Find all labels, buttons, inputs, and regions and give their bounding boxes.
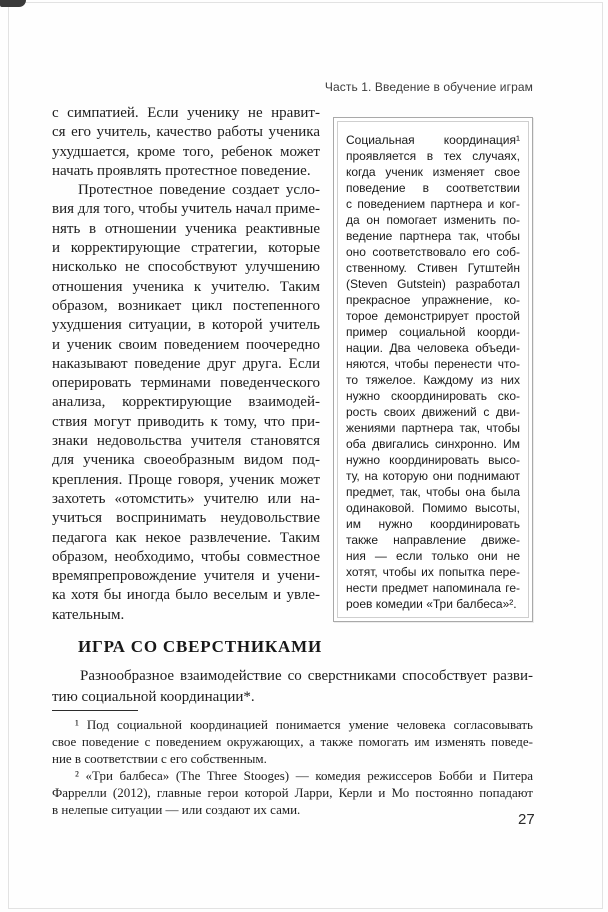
text-line: ся его учитель, качество работы ученика — [52, 124, 320, 141]
footnote — [52, 716, 533, 767]
text-line: Разнообразное взаимодействие со сверстниками способствует разви- — [80, 668, 533, 684]
text-line: для ученика своеобразным видом под- — [52, 452, 320, 469]
text-line: также направление движе- — [346, 533, 520, 547]
text-line: то тяжелое. Каждому из них — [346, 373, 520, 387]
text-line: в нелепые ситуации — или создают их сами. — [52, 802, 301, 817]
text-line: Социальная координация¹ — [346, 133, 520, 147]
text-line: оперировать терминами поведенческого — [52, 375, 320, 392]
text-line: рость своих движений с дви- — [346, 405, 520, 419]
text-line: образом, возникает цикл постепенного — [52, 297, 320, 314]
text-line: ² «Три балбеса» (The Three Stooges) — комедия режиссеров Бобби и Питера — [75, 768, 533, 783]
footnotes-block — [52, 716, 533, 818]
text-line: ния — если только они не — [346, 549, 520, 563]
text-line: учиться воспринимать неудовольствие — [52, 510, 320, 527]
text-line: роев комедии «Три балбеса»². — [346, 597, 517, 611]
scan-artifact-mark — [0, 0, 26, 7]
text-line: ухудшается, кроме того, ребенок может — [52, 143, 320, 160]
text-line: им нужно координировать — [346, 517, 520, 531]
text-line: нужно скоординировать ско- — [346, 389, 520, 403]
text-line: ведение партнера так, чтобы — [346, 229, 520, 243]
running-header: Часть 1. Введение в обучение играм — [324, 80, 533, 94]
text-line: нужно координировать высо- — [346, 453, 520, 467]
text-line: нисколько не способствуют улучшению — [52, 259, 320, 276]
text-line: пример социальной коорди- — [346, 325, 520, 339]
text-line: хотят, чтобы их попытка пере- — [346, 565, 520, 579]
text-line: с симпатией. Если ученику не нравит- — [52, 105, 320, 121]
text-line: ствия могут приводить к тому, что при- — [52, 413, 320, 430]
section-heading: ИГРА СО СВЕРСТНИКАМИ — [78, 637, 323, 656]
main-text-column — [52, 104, 320, 625]
text-line: одинаковой. Помимо высоты, — [346, 501, 520, 515]
text-line: и ученик своим поведением поочередно — [52, 336, 320, 353]
text-line: ухудшения ситуации, в которой учитель — [52, 317, 320, 334]
text-line: (Steven Gutstein) разработал — [346, 277, 520, 291]
text-line: наказывают поведение друг друга. Если — [52, 355, 320, 372]
section-intro-paragraph — [52, 666, 533, 708]
text-line: вия для того, чтобы учитель начал приме- — [52, 201, 320, 218]
text-line: начать проявлять протестное поведение. — [52, 162, 311, 179]
footnote-separator — [52, 710, 138, 711]
text-line: нести предмет напоминала ге- — [346, 581, 520, 595]
text-line: кательным. — [52, 606, 125, 623]
text-line: ту, на которую они поднимают — [346, 469, 520, 483]
text-line: проявляется в тех случаях, — [346, 149, 520, 163]
text-line: ние в соответствии с его собственным. — [52, 751, 267, 766]
text-line: с поведением партнера и ког- — [346, 197, 520, 211]
text-line: Фаррелли (2012), главные герои которой Ларри, Керли и Мо постоянно попадают — [52, 785, 533, 800]
text-line: крепления. Проще говоря, ученик может — [52, 471, 320, 488]
text-line: свое поведение с поведением окружающих, а также помогать им изменять поведе- — [52, 734, 533, 749]
text-line: ка хотя бы иногда было веселым и увле- — [52, 587, 320, 604]
paragraph — [52, 181, 320, 625]
text-line: да он помогает изменить по- — [346, 213, 520, 227]
paragraph — [52, 104, 320, 181]
text-line: оно соответствовало его соб- — [346, 245, 520, 259]
text-line: и корректирующие стратегии, которые — [52, 240, 320, 257]
text-line: нации. Два человека объеди- — [346, 341, 520, 355]
text-line: прекрасное упражнение, ко- — [346, 293, 520, 307]
text-line: тию социальной координации*. — [52, 689, 255, 705]
text-line: отношения ученика к учителю. Таким — [52, 278, 320, 295]
text-line: няются, чтобы перенести что- — [346, 357, 520, 371]
text-line: поведение в соответствии — [346, 181, 520, 195]
footnote — [52, 767, 533, 818]
text-line: торое демонстрирует простой — [346, 309, 520, 323]
page-number: 27 — [518, 811, 535, 828]
text-line: времяпрепровождение учителя и учени- — [52, 568, 320, 585]
text-line: образом, необходимо, чтобы совместное — [52, 548, 320, 565]
text-line: ственному. Стивен Гутштейн — [346, 261, 520, 275]
text-line: жениями партнера так, чтобы — [346, 421, 520, 435]
text-line: нять в отношении ученика реактивные — [52, 220, 320, 237]
text-line: ¹ Под социальной координацией понимается умение человека согласовывать — [75, 717, 533, 732]
text-line: оба двигались синхронно. Им — [346, 437, 520, 451]
text-line: захотеть «отомстить» учителю или на- — [52, 490, 320, 507]
text-line: знаки недовольства учителя становятся — [52, 433, 320, 450]
text-line: педагога как некое развлечение. Таким — [52, 529, 320, 546]
text-line: Протестное поведение создает усло- — [78, 182, 320, 199]
text-line: анализа, корректирующие взаимодей- — [52, 394, 320, 411]
text-line: предмет, так, чтобы она была — [346, 485, 520, 499]
sidebar-note-box — [333, 117, 533, 622]
text-line: когда ученик изменяет свое — [346, 165, 520, 179]
